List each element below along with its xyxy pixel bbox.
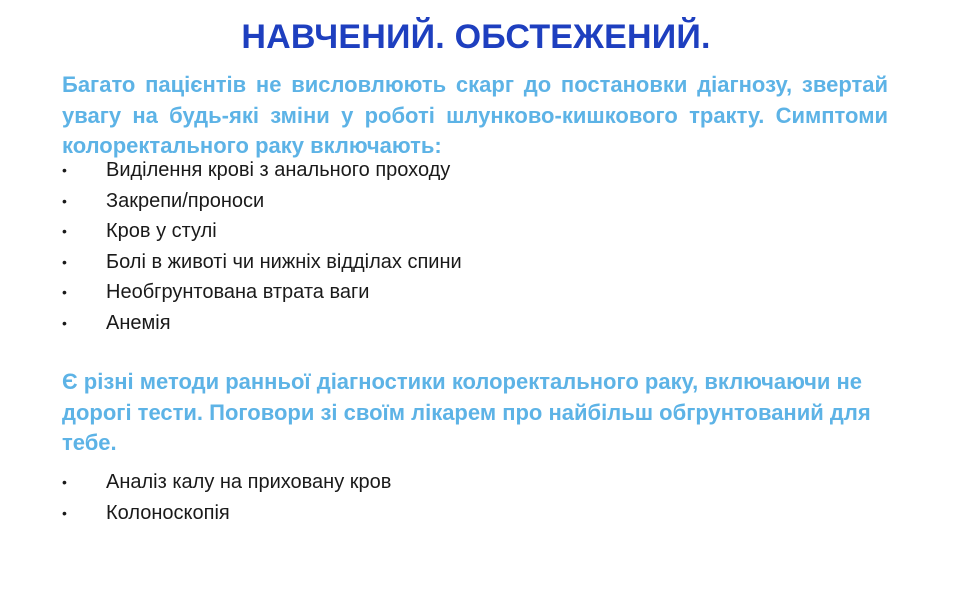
symptom-text: Кров у стулі [106, 220, 217, 242]
symptom-text: Анемія [106, 311, 171, 334]
list-item [62, 155, 462, 186]
slide-title: НАВЧЕНИЙ. ОБСТЕЖЕНИЙ. [241, 18, 711, 56]
bullet-icon: • [62, 504, 67, 521]
bullet-icon: • [62, 253, 67, 270]
symptom-text: Болі в животі чи нижніх відділах спини [106, 250, 462, 273]
list-item [62, 216, 462, 247]
symptom-text: Закрепи/проноси [106, 189, 265, 212]
list-item [62, 277, 462, 308]
intro-paragraph: Багато пацієнтів не висловлюють скарг до постановки діагнозу, звертай увагу на будь-які зміни у роботі шлунково-кишкового тракту. Симптоми колоректального раку включають: [62, 72, 888, 158]
bullet-icon: • [62, 284, 67, 300]
list-item [62, 308, 462, 339]
bullet-icon: • [62, 223, 67, 239]
list-item [62, 186, 462, 217]
test-text: Колоноскопія [106, 501, 230, 524]
list-item [62, 498, 391, 529]
symptoms-list [62, 155, 462, 338]
bullet-icon: • [62, 192, 67, 209]
symptom-text: Виділення крові з анального проходу [106, 159, 451, 181]
list-item [62, 467, 391, 498]
bullet-icon: • [62, 474, 67, 490]
bullet-icon: • [62, 314, 67, 331]
diagnostics-paragraph: Є різні методи ранньої діагностики колоректального раку, включаючи не дорогі тести. Поговори зі своїм лікарем про найбільш обгрунтований для тебе. [62, 369, 871, 455]
tests-list [62, 467, 391, 528]
list-item [62, 247, 462, 278]
test-text: Аналіз калу на приховану кров [106, 471, 392, 493]
symptom-text: Необгрунтована втрата ваги [106, 281, 370, 303]
bullet-icon: • [62, 162, 67, 178]
